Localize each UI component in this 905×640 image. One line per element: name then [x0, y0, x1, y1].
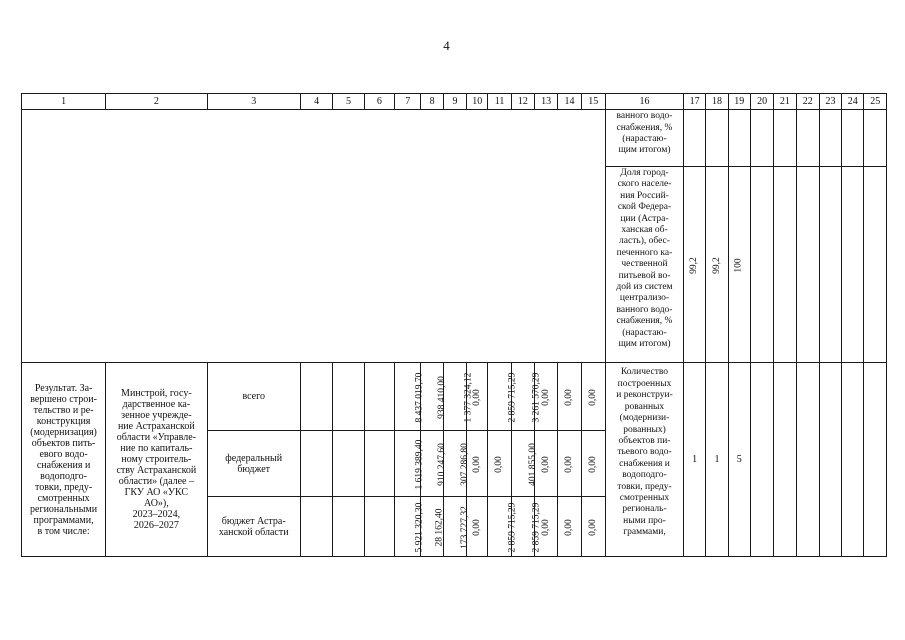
value-cell: [333, 431, 364, 497]
value-cell: [706, 166, 728, 363]
value-cell: [819, 166, 841, 363]
column-number: 9: [443, 94, 466, 110]
value-18: 1: [714, 454, 720, 466]
amount-15: 0,00: [587, 389, 598, 406]
amount-11: 2 859 715,29: [507, 502, 518, 553]
column-number: 20: [750, 94, 773, 110]
amount-cell: [558, 497, 581, 557]
amount-7: 1 619 389,40: [414, 439, 425, 490]
indicator-text: ванного водо- снабжения, % (нарастаю- щим итогом): [616, 111, 673, 156]
column-number: 21: [774, 94, 796, 110]
column-number: 6: [364, 94, 394, 110]
value-cell: [796, 110, 819, 167]
amount-cell: [395, 431, 425, 497]
empty-merged-cell: [22, 110, 606, 363]
column-number: 12: [511, 94, 534, 110]
column-number: 11: [488, 94, 511, 110]
column-number: 24: [842, 94, 864, 110]
funding-source: бюджет Астра- ханской области: [218, 515, 289, 538]
column-number: 19: [728, 94, 750, 110]
value-cell: [864, 363, 887, 557]
value-19: 100: [733, 258, 744, 273]
amount-13: 0,00: [540, 455, 551, 473]
funding-source-cell: [207, 431, 300, 497]
value-cell: [364, 363, 394, 431]
amount-cell: [558, 363, 581, 431]
amount-cell: [395, 363, 425, 431]
amount-8: 910 247,60: [437, 442, 448, 486]
column-number: 22: [796, 94, 819, 110]
amount-cell: [558, 431, 581, 497]
value-cell: [774, 166, 796, 363]
result-text: Результат. За- вершено строи- тельство и ре- конструкция (модернизация) объектов пить- евого водо- снабжения и водоподго- товки, преду- смотренных региональными программами, в том числе:: [30, 382, 98, 537]
value-cell: [333, 363, 364, 431]
funding-source-cell: [207, 363, 300, 431]
amount-15: 0,00: [587, 518, 598, 536]
indicator-text: Количество построенных и реконструи- рованных (модернизи- рованных) объектов пи- тьевого водо- снабжения и водоподго- товки, преду- смотренных региональ- ными про- граммами,: [616, 367, 673, 538]
amount-cell: [488, 497, 518, 557]
amount-8: 28 162,40: [434, 508, 445, 547]
value-cell: [819, 110, 841, 167]
value-cell: [684, 110, 706, 167]
amount-cell: [488, 431, 511, 497]
amount-12: 3 261 570,29: [531, 372, 542, 423]
amount-9: 307 286,80: [459, 442, 470, 486]
amount-12: 401 855,00: [527, 442, 538, 486]
value-cell: [300, 497, 332, 557]
amount-11: 0,00: [494, 455, 505, 473]
amount-10: 0,00: [471, 389, 482, 406]
amount-cell: [581, 431, 605, 497]
indicator-cell: [605, 110, 683, 167]
value-cell: [300, 431, 332, 497]
indicator-cell: [605, 166, 683, 363]
value-cell: [842, 110, 864, 167]
column-number: 15: [581, 94, 605, 110]
measures-table: [21, 93, 887, 557]
amount-7: 5 921 320,30: [414, 502, 425, 553]
column-number: 14: [558, 94, 581, 110]
amount-7: 8 437 019,70: [414, 372, 425, 423]
column-number: 25: [864, 94, 887, 110]
indicator-text: Доля город- ского населе- ния Россий- ской Федера- ции (Астра- ханская об- ласть), обес- печенного ка- чественной питьевой во- дой из систем централизо- ванного водо- снабжения, % (нарастаю- щим итогом): [616, 167, 673, 350]
value-cell: [333, 497, 364, 557]
value-cell: [750, 166, 773, 363]
executor-text: Минстрой, госу- дарственное ка- зенное учрежде- ние Астраханской области «Управле- ние по капиталь- ному строитель- ству Астраханской области» (далее – ГКУ АО «УКС АО»), 2023–2024, 2026–2027: [116, 388, 197, 532]
column-number: 1: [22, 94, 106, 110]
value-19: 5: [736, 454, 742, 466]
value-18: 99,2: [711, 256, 722, 274]
column-number: 5: [333, 94, 364, 110]
value-cell: [796, 363, 819, 557]
column-numbers-row: [22, 94, 887, 110]
value-cell: [842, 166, 864, 363]
amount-13: 0,00: [540, 389, 551, 406]
funding-source: всего: [242, 391, 265, 403]
column-number: 17: [684, 94, 706, 110]
amount-cell: [443, 497, 470, 557]
amount-cell: [395, 497, 425, 557]
value-cell: [728, 110, 750, 167]
amount-14: 0,00: [563, 389, 574, 406]
value-cell: [796, 166, 819, 363]
column-number: 3: [207, 94, 300, 110]
value-cell: [300, 363, 332, 431]
amount-10: 0,00: [471, 518, 482, 536]
column-number: 23: [819, 94, 841, 110]
amount-14: 0,00: [563, 518, 574, 536]
value-cell: [819, 363, 841, 557]
result-cell: [22, 363, 106, 557]
value-17: 1: [692, 454, 698, 466]
amount-cell: [581, 497, 605, 557]
value-cell: [774, 363, 796, 557]
column-number: 13: [535, 94, 558, 110]
value-cell: [684, 363, 706, 557]
funding-source: федеральный бюджет: [225, 452, 283, 475]
column-number: 2: [106, 94, 207, 110]
value-cell: [774, 110, 796, 167]
amount-8: 938 410,00: [437, 376, 448, 419]
value-cell: [842, 363, 864, 557]
value-cell: [750, 110, 773, 167]
indicator-cell: [605, 363, 683, 557]
executor-cell: [106, 363, 207, 557]
indicator-row-continued: [22, 110, 887, 167]
funding-row-total: [22, 363, 887, 431]
column-number: 7: [395, 94, 421, 110]
amount-11: 2 859 715,29: [507, 372, 518, 423]
amount-12: 2 859 715,29: [531, 502, 542, 553]
amount-13: 0,00: [540, 518, 551, 536]
amount-cell: [581, 363, 605, 431]
value-cell: [864, 166, 887, 363]
amount-10: 0,00: [471, 455, 482, 473]
funding-source-cell: [207, 497, 300, 557]
value-cell: [706, 110, 728, 167]
column-number: 18: [706, 94, 728, 110]
value-cell: [684, 166, 706, 363]
page-number: 4: [443, 38, 450, 53]
value-cell: [364, 497, 394, 557]
column-number: 8: [421, 94, 443, 110]
value-17: 99,2: [689, 256, 700, 274]
amount-9: 1 377 324,12: [463, 372, 474, 423]
value-cell: [750, 363, 773, 557]
amount-15: 0,00: [587, 455, 598, 473]
amount-cell: [488, 363, 518, 431]
value-cell: [728, 166, 750, 363]
value-cell: [728, 363, 750, 557]
value-cell: [864, 110, 887, 167]
column-number: 4: [300, 94, 332, 110]
amount-cell: [511, 431, 538, 497]
column-number: 16: [605, 94, 683, 110]
value-cell: [364, 431, 394, 497]
amount-14: 0,00: [563, 455, 574, 473]
column-number: 10: [467, 94, 488, 110]
value-cell: [706, 363, 728, 557]
amount-9: 173 727,32: [459, 505, 470, 549]
